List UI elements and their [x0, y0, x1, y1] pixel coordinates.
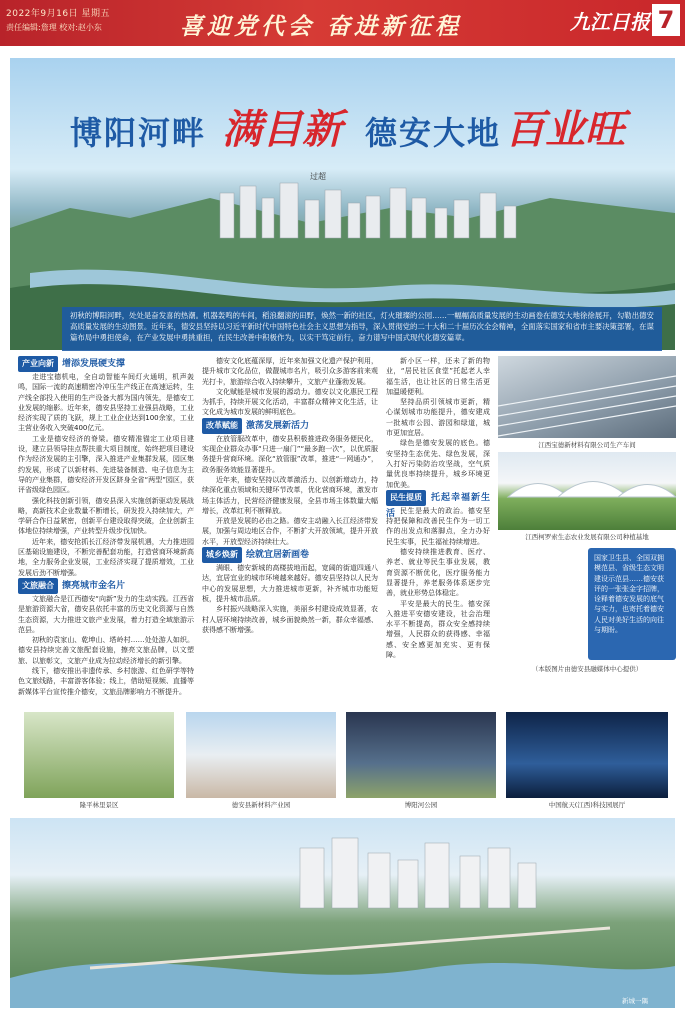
caption-greenhouse: 江西柯罗索生态农业发展有限公司种植基地: [525, 533, 649, 541]
paragraph: 德安持续推进教育、医疗、养老、就业等民生事业发展，教育资源不断优化，医疗服务能力显著提升，养老服务体系逐步完善，就业形势总体稳定。: [386, 548, 490, 598]
industrial-park-photo: [186, 712, 336, 798]
paragraph: 强化科技创新引领，德安县深入实施创新驱动发展战略，高新技术企业数量不断增长，研发投入持续加大，产学研合作日益紧密，创新平台建设取得突破，企业创新主体地位持续增强，产业转型升级步伐加快。: [18, 496, 194, 536]
section-tag: 改革赋能: [202, 418, 242, 434]
greenhouse-photo: [498, 452, 676, 530]
newspaper-name: 九江日报: [570, 10, 650, 34]
intro-paragraph: 初秋的博阳河畔，处处是奋发喜的热潮。机器轰鸣的车间，稻浪翻滚的田野，焕然一新的社区，灯火璀璨的公园……一幅幅高质量发展的生动画卷在德安大地徐徐展开，勾勒出德安高质量发展的生动图景。近年来，德安县坚持以习近平新时代中国特色社会主义思想为指导，深入贯彻党的二十大和二十届历次全会精神，全面落实国家和省市主要决策部署，在谋篇布局中勇担使命，在产业发展中勇挑重担，在民生改善中积极作为，以实干笃定前行，奋力谱写中国式现代化德安篇章。: [62, 307, 662, 351]
caption-scenic: 隆平林里景区: [79, 801, 119, 809]
aerospace-hall-photo: [506, 712, 668, 798]
paragraph: 乡村振兴战略深入实施，美丽乡村建设成效显著，农村人居环境持续改善，城乡面貌焕然一新，群众幸福感、获得感不断增强。: [202, 605, 378, 634]
section-title: 擦亮城市金名片: [62, 580, 126, 591]
hero-title-part1: 博阳河畔: [70, 114, 207, 152]
bottom-panorama-photo: [10, 818, 675, 1008]
caption-factory: 江西宝德新材料有限公司生产车间: [538, 441, 636, 449]
caption-aerospace-hall: 中国航天(江西)科技园展厅: [548, 801, 626, 809]
paragraph: 近年来，德安坚持以改革激活力、以创新增动力，持续深化重点领域和关键环节改革，优化营商环境，激发市场主体活力，民营经济健康发展，全县市场主体数量大幅增长，改革红利不断释放。: [202, 475, 378, 515]
photo-credit: （本版图片由德安县融媒体中心提供）: [531, 665, 643, 673]
section-title: 绘就宜居新画卷: [246, 550, 310, 561]
paragraph: 走进宝德机电，全自动智能车间灯火通明，机声轰鸣，国际一流的高速精密冷冲压生产线正在高速运转，生产线全部投入使用的生产设备大都为国内领先，是德安工业发展的缩影。近年来，德安县坚持工业强县战略，工业经济实现了质的飞跃，规上工业企业达到100余家，工业主营业务收入突破400亿元。: [18, 373, 194, 433]
section-tag: 城乡焕新: [202, 547, 242, 563]
editor-line: 责任编辑:詹理 校对:赵小东: [6, 23, 102, 32]
section-heading-culture: [18, 578, 194, 594]
paragraph: 在放管服改革中，德安县积极推进政务服务便民化，实现企业群众办事“只进一扇门”“最多跑一次”，以优质服务提升营商环境。深化“放管服”改革，推进“一网通办”，政务服务效能显著提升。: [202, 434, 378, 474]
paragraph: 满眼、德安新城的高楼拔地而起，宽阔的街道四通八达，宜居宜业的城市环境越来越好。德安县坚持以人民为中心的发展思想，大力推进城市更新，补齐城市功能短板，提升城市品质。: [202, 564, 378, 603]
caption-park: 博阳河公园: [404, 801, 438, 809]
section-title: 托起幸福新生活: [386, 492, 490, 519]
paragraph: 线下，德安推出非遗传承、乡村旅游、红色研学等特色文旅线路，丰富游客体验；线上，借助短视频、直播等新媒体平台宣传推介德安，文旅品牌影响力不断提升。: [18, 667, 194, 696]
paragraph: 初秋的袁家山、乾坤山、塔岭村……处处游人如织。德安县持续完善文旅配套设施，擦亮文旅品牌，以文塑旅、以旅彰文，文旅产业成为拉动经济增长的新引擎。: [18, 636, 194, 665]
hero-title-part4: 百业旺: [505, 106, 625, 153]
section-heading-livelihood: [386, 490, 490, 519]
info-sidebar: 国家卫生县、全国双拥模范县、省级生态文明建设示范县……德安获评的一张张金字招牌，诠释着德安发展的底气与实力，也寄托着德安人民对美好生活的向往与期盼。: [588, 548, 676, 660]
hero-title-part3: 德安大地: [365, 114, 502, 152]
caption-industrial-park: 德安县新材料产业园: [231, 801, 291, 809]
section-heading-urban: [202, 547, 378, 563]
hero-title-part2: 满目新: [222, 106, 342, 153]
byline: 过超: [310, 172, 326, 181]
section-title: 增添发展硬支撑: [62, 359, 126, 369]
caption-new-town: 新城一隅: [622, 997, 648, 1005]
paragraph: 近年来，德安抢抓长江经济带发展机遇，大力推进园区基础设施建设，不断完善配套功能，打造营商环境新高地，全力服务企业发展，工业经济实现了提质增效，工业发展后劲不断增强。: [18, 537, 194, 577]
paragraph: 新小区一样，还未了新的物业，“居民社区食堂”托起老人幸福生活，也让社区的日常生活更加温暖便利。: [386, 357, 490, 396]
page-slogan: 喜迎党代会 奋进新征程: [180, 13, 463, 40]
section-tag: 文旅融合: [18, 578, 58, 594]
issue-date: 2022年9月16日 星期五: [6, 9, 110, 19]
scenic-photo: [24, 712, 174, 798]
article-column-2: [202, 356, 378, 706]
article-column-1: [18, 356, 194, 706]
machinery-illustration: [498, 356, 676, 438]
section-heading-reform: [202, 418, 378, 434]
paragraph: 文旅融合是江西德安“向新”发力的生动实践。江西省是旅游资源大省，德安县依托丰富的历史文化资源与自然生态资源，大力推进文旅产业发展，着力打造全域旅游示范县。: [18, 594, 194, 634]
paragraph: 工业是德安经济的脊梁。德安精准锚定工业项目建设，建立县领导挂点帮扶重大项目制度，始终把项目建设作为经济发展的主引擎，深入推进产业集群发展，园区集约发展，形成了以新材料、先进装备制造、电子信息为主导的产业集群，德安经济开发区跻身全省“两型”园区，获评省级绿色园区。: [18, 434, 194, 495]
new-town-illustration: [10, 818, 675, 1008]
paragraph: 民生是最大的政治。德安坚持把保障和改善民生作为一切工作的出发点和落脚点，全力办好民生实事，民生福祉持续增进。: [386, 506, 490, 546]
paragraph: 德安文化底蕴深厚，近年来加强文化遗产保护利用，提升城市文化品位，做靓城市名片，吸引众多游客前来观光打卡，旅游综合收入持续攀升，文旅产业蓬勃发展。: [202, 357, 378, 386]
paragraph: 开放是发展的必由之路。德安主动融入长江经济带发展，加强与周边地区合作，不断扩大开放领域，提升开放水平，开放型经济持续壮大。: [202, 517, 378, 546]
paragraph: 坚持品质引领城市更新，精心谋划城市功能提升，德安建成一批城市公园、游园和绿道，城市更加宜居。: [386, 398, 490, 438]
section-tag: 产业向新: [18, 356, 58, 372]
greenhouse-illustration: [498, 452, 676, 530]
paragraph: 平安是最大的民生。德安深入推进平安德安建设，社会治理水平不断提高，群众安全感持续增强，人民群众的获得感、幸福感、安全感更加充实、更有保障。: [386, 599, 490, 660]
section-title: 激荡发展新活力: [246, 420, 310, 431]
park-photo: [346, 712, 496, 798]
article-column-3: [386, 356, 490, 706]
page-number: 7: [652, 4, 680, 36]
section-heading-industry: [18, 356, 194, 372]
section-tag: 民生提质: [386, 490, 426, 506]
paragraph: 绿色是德安发展的底色。德安坚持生态优先、绿色发展，深入打好污染防治攻坚战，空气质量优良率持续提升，城乡环境更加优美。: [386, 439, 490, 489]
factory-photo: [498, 356, 676, 438]
paragraph: 文化赋能是城市发展的源动力。德安以文化惠民工程为抓手，持续开展文化活动，丰富群众精神文化生活，让文化成为城市发展的鲜明底色。: [202, 387, 378, 417]
